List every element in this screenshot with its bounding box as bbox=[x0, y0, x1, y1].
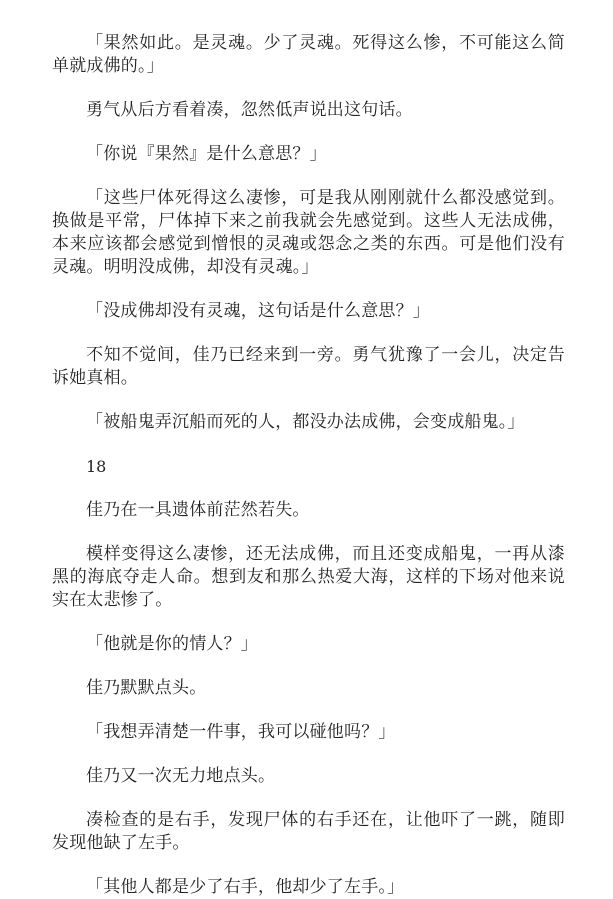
paragraph-5: 「没成佛却没有灵魂，这句话是什么意思？」 bbox=[86, 301, 430, 321]
paragraph-1: 「果然如此。是灵魂。少了灵魂。死得这么惨，不可能这么简单就成佛的。」 bbox=[52, 33, 565, 76]
paragraph-3: 「你说『果然』是什么意思？」 bbox=[86, 144, 327, 164]
paragraph-13: 佳乃又一次无力地点头。 bbox=[86, 766, 276, 786]
paragraph-8: 佳乃在一具遗体前茫然若失。 bbox=[86, 500, 310, 520]
paragraph-11: 佳乃默默点头。 bbox=[86, 678, 207, 698]
paragraph-9: 模样变得这么凄惨，还无法成佛，而且还变成船鬼，一再从漆黑的海底夺走人命。想到友和那么热爱大海，这样的下场对他来说实在太悲惨了。 bbox=[52, 544, 565, 610]
paragraph-7: 「被船鬼弄沉船而死的人，都没办法成佛，会变成船鬼。」 bbox=[86, 412, 525, 432]
page-number: 18 bbox=[86, 457, 107, 476]
paragraph-4: 「这些尸体死得这么凄惨，可是我从刚刚就什么都没感觉到。换做是平常，尸体掉下来之前我就会先感觉到。这些人无法成佛，本来应该都会感觉到憎恨的灵魂或怨念之类的东西。可是他们没有灵魂。明明没成佛，却没有灵魂。」 bbox=[52, 188, 565, 277]
paragraph-12: 「我想弄清楚一件事，我可以碰他吗？」 bbox=[86, 722, 396, 742]
paragraph-2: 勇气从后方看着凑，忽然低声说出这句话。 bbox=[86, 100, 413, 120]
paragraph-10: 「他就是你的情人？」 bbox=[86, 634, 258, 654]
paragraph-6: 不知不觉间，佳乃已经来到一旁。勇气犹豫了一会儿，决定告诉她真相。 bbox=[52, 345, 565, 388]
paragraph-15: 「其他人都是少了右手，他却少了左手。」 bbox=[86, 877, 405, 897]
paragraph-14: 凑检查的是右手，发现尸体的右手还在，让他吓了一跳，随即发现他缺了左手。 bbox=[52, 810, 565, 853]
